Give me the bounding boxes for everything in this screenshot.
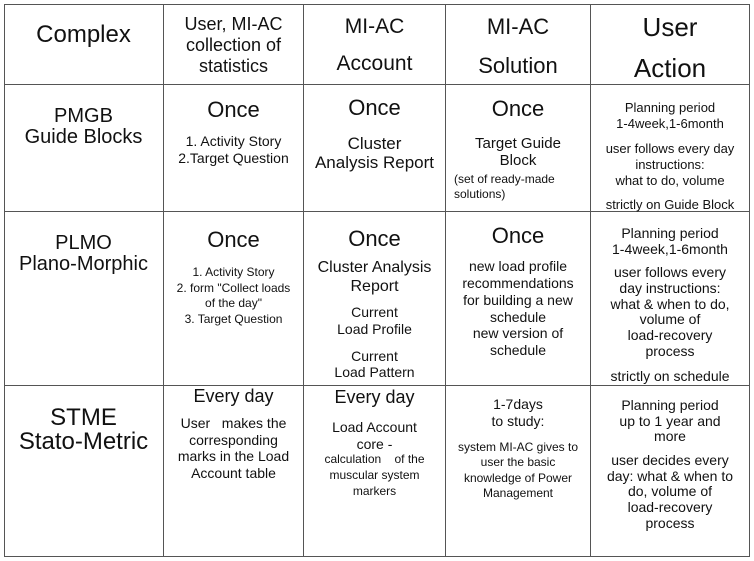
solution-item: knowledge of Power	[463, 470, 573, 485]
solution-item: schedule	[489, 308, 547, 325]
solution-note-line: solutions)	[454, 187, 506, 202]
action-follow-line: user follows every day	[605, 140, 735, 156]
row-title-line: STME	[50, 404, 117, 431]
frequency-label: Every day	[334, 387, 415, 407]
stats-item: corresponding	[189, 431, 278, 448]
header-statistics-line: collection of	[185, 35, 282, 56]
solution-item: Management	[482, 486, 554, 501]
action-follow-line: day instructions:	[619, 280, 721, 297]
frequency-label: Once	[348, 95, 401, 120]
stme-statistics	[164, 387, 303, 482]
stats-item: 3. Target Question	[184, 311, 283, 326]
account-profile-line: Current	[351, 303, 398, 320]
solution-study-line: to study:	[491, 412, 545, 429]
action-follow-line: what to do, volume	[615, 173, 725, 188]
header-solution-line: Solution	[478, 53, 558, 79]
action-follow-line: do, volume of	[627, 483, 713, 500]
header-action-line: Action	[633, 53, 707, 84]
table-border-top	[4, 4, 750, 5]
header-complex	[4, 22, 163, 47]
pmgb-solution	[446, 97, 590, 203]
account-item: Cluster	[347, 134, 402, 154]
solution-item: system MI-AC gives to	[457, 439, 579, 454]
action-period-line: up to 1 year and	[619, 412, 721, 429]
action-follow-line: user decides every	[611, 452, 729, 469]
header-action	[591, 12, 749, 82]
solution-item: schedule	[489, 342, 547, 359]
solution-item: new load profile	[468, 258, 568, 275]
account-report-line: Cluster Analysis	[317, 259, 432, 277]
stats-item: 1. Activity Story	[185, 133, 282, 150]
action-follow-line: user follows every	[613, 264, 727, 281]
solution-item: Block	[499, 152, 537, 170]
stme-solution	[446, 396, 590, 502]
account-profile-line: Load Profile	[337, 320, 412, 337]
action-follow-line: instructions:	[635, 156, 705, 172]
plmo-action	[591, 226, 749, 385]
frequency-label: Once	[207, 97, 260, 122]
stats-item: User makes the	[180, 414, 287, 431]
stats-item: of the day"	[205, 296, 262, 311]
solution-item: user the basic	[480, 455, 556, 470]
header-account-line: Account	[336, 52, 413, 76]
action-follow-line: volume of	[639, 311, 701, 328]
header-solution-line: MI-AC	[486, 14, 550, 39]
action-follow-line: load-recovery	[627, 499, 713, 516]
row-title-pmgb	[4, 106, 163, 148]
action-period-line: 1-4week,1-6month	[616, 116, 724, 132]
action-period-line: Planning period	[621, 225, 719, 241]
frequency-label: Once	[348, 226, 401, 251]
account-pattern-line: Load Pattern	[334, 364, 415, 381]
account-pattern-line: Current	[351, 347, 398, 364]
stme-action	[591, 398, 749, 531]
account-item: Load Account	[332, 418, 417, 435]
account-item: markers	[352, 483, 397, 498]
plmo-solution	[446, 224, 590, 359]
account-item: calculation of the	[324, 452, 425, 467]
stme-account	[304, 388, 445, 499]
header-account	[304, 14, 445, 74]
pmgb-account	[304, 96, 445, 173]
plmo-account	[304, 227, 445, 381]
row-title-line: Guide Blocks	[24, 126, 143, 148]
frequency-label: Every day	[193, 386, 274, 406]
solution-item: Target Guide	[475, 135, 561, 153]
action-follow-line: process	[645, 342, 695, 359]
table-border-right	[749, 4, 750, 557]
account-report-line: Report	[350, 277, 399, 295]
account-item: Analysis Report	[314, 152, 435, 172]
pmgb-action	[591, 100, 749, 214]
row-title-line: Stato-Metric	[18, 428, 149, 455]
frequency-label: Once	[491, 223, 545, 248]
action-follow-line: what & when to do,	[610, 295, 730, 312]
pmgb-statistics	[164, 98, 303, 167]
account-item: core -	[356, 435, 393, 452]
solution-item: for building a new	[463, 291, 573, 308]
row-divider	[4, 84, 750, 85]
row-title-plmo	[4, 233, 163, 275]
comparison-table	[4, 4, 750, 557]
stats-item: 2. form "Collect loads	[176, 280, 291, 295]
frequency-label: Once	[491, 96, 545, 121]
row-title-line: PLMO	[55, 232, 112, 254]
stats-item: 2.Target Question	[178, 149, 289, 166]
action-strict: strictly on schedule	[610, 368, 730, 385]
stats-item: marks in the Load	[177, 448, 290, 465]
header-account-line: MI-AC	[344, 15, 405, 38]
solution-item: recommendations	[462, 274, 574, 291]
action-period-line: Planning period	[624, 100, 716, 115]
stats-item: 1. Activity Story	[192, 265, 275, 280]
frequency-label: Once	[207, 227, 260, 252]
table-border-bottom	[4, 556, 750, 557]
stats-item: Account table	[191, 465, 276, 482]
row-title-line: PMGB	[54, 105, 113, 127]
solution-note-line: (set of ready-made	[454, 171, 555, 186]
account-item: muscular system	[329, 468, 420, 483]
action-period-line: Planning period	[621, 397, 719, 413]
row-title-line: Plano-Morphic	[19, 253, 148, 275]
header-complex-label: Complex	[36, 21, 131, 48]
table-border-left	[4, 4, 5, 557]
action-follow-line: day: what & when to	[606, 467, 734, 484]
header-solution	[446, 14, 590, 77]
header-statistics-line: User, MI-AC	[184, 14, 283, 34]
header-statistics	[164, 14, 303, 78]
row-divider	[4, 385, 750, 386]
header-action-line: User	[642, 12, 698, 42]
action-period-line: 1-4week,1-6month	[612, 240, 728, 257]
solution-note	[446, 172, 590, 203]
solution-item: new version of	[472, 325, 564, 342]
action-follow-line: load-recovery	[627, 327, 713, 344]
action-follow-line: process	[645, 514, 695, 531]
action-period-line: more	[654, 428, 686, 445]
plmo-statistics	[164, 228, 303, 328]
row-title-stme	[4, 406, 163, 454]
header-statistics-line: statistics	[198, 56, 268, 77]
solution-study-line: 1-7days	[493, 396, 543, 412]
action-strict: strictly on Guide Block	[605, 197, 735, 213]
